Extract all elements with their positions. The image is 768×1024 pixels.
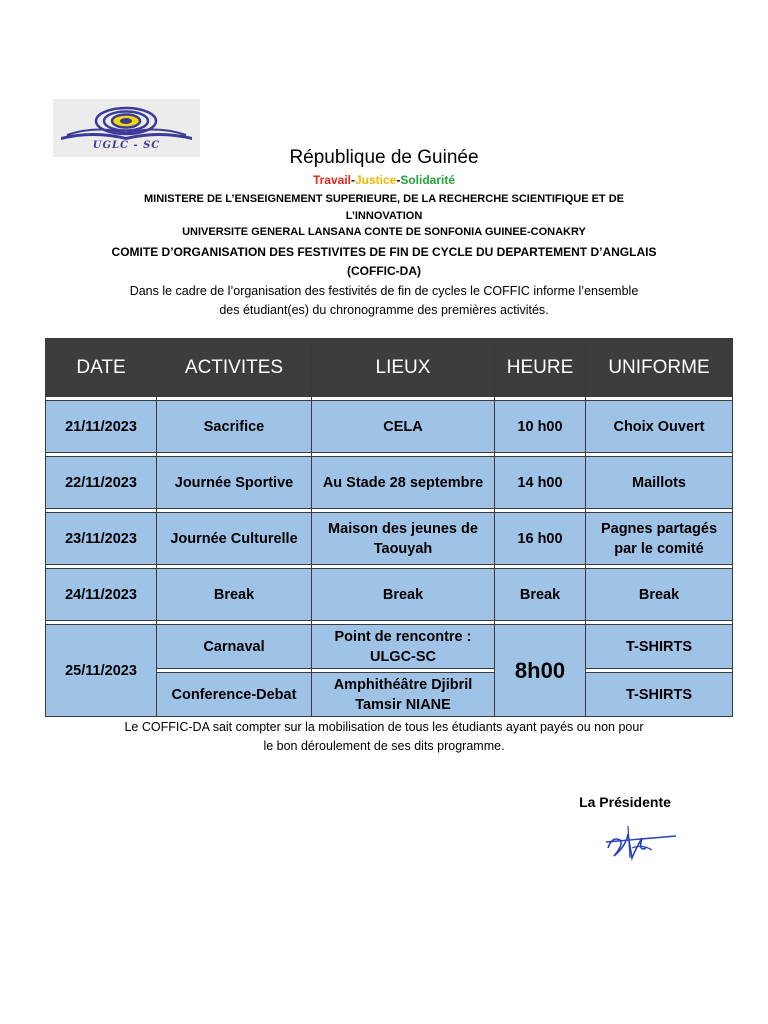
- table-row: [46, 457, 733, 509]
- cell-heure: 16 h00: [495, 513, 586, 565]
- column-header-date: DATE: [46, 339, 157, 397]
- ministry-line: L’INNOVATION: [345, 210, 423, 222]
- cell-heure: 8h00: [495, 625, 586, 717]
- table-row: [46, 513, 733, 565]
- motto-justice: Justice: [354, 173, 397, 187]
- table-row: [46, 401, 733, 453]
- cell-lieu: Amphithéâtre Djibril Tamsir NIANE: [312, 673, 495, 717]
- cell-uniforme: Choix Ouvert: [586, 401, 733, 453]
- motto-separator: -: [350, 173, 355, 187]
- schedule-table: [45, 338, 733, 717]
- cell-heure: 14 h00: [495, 457, 586, 509]
- intro-paragraph: [40, 282, 728, 320]
- cell-lieu: Maison des jeunes de Taouyah: [312, 513, 495, 565]
- cell-date: 25/11/2023: [46, 625, 157, 717]
- cell-uniforme: T-SHIRTS: [586, 673, 733, 717]
- cell-activite: Sacrifice: [157, 401, 312, 453]
- committee-line: (COFFIC-DA): [347, 264, 421, 278]
- signature-icon: [598, 818, 680, 864]
- cell-lieu: Break: [312, 569, 495, 621]
- cell-lieu: Point de rencontre : ULGC-SC: [312, 625, 495, 669]
- cell-uniforme: Pagnes partagés par le comité: [586, 513, 733, 565]
- cell-lieu: Au Stade 28 septembre: [312, 457, 495, 509]
- cell-lieu: CELA: [312, 401, 495, 453]
- column-header-activites: ACTIVITES: [157, 339, 312, 397]
- cell-date: 21/11/2023: [46, 401, 157, 453]
- cell-uniforme: T-SHIRTS: [586, 625, 733, 669]
- ministry-line: MINISTERE DE L’ENSEIGNEMENT SUPERIEURE, DE LA RECHERCHE SCIENTIFIQUE ET DE: [144, 193, 624, 205]
- closing-paragraph: [40, 718, 728, 756]
- cell-uniforme: Maillots: [586, 457, 733, 509]
- motto-solidarite: Solidarité: [400, 173, 456, 187]
- signatory-title: La Présidente: [579, 794, 671, 810]
- intro-line: Dans le cadre de l’organisation des festivités de fin de cycles le COFFIC informe l’ensemble: [129, 284, 639, 298]
- cell-activite: Journée Culturelle: [157, 513, 312, 565]
- closing-line: le bon déroulement de ses dits programme.: [263, 739, 505, 753]
- column-header-heure: HEURE: [495, 339, 586, 397]
- university-name: UNIVERSITE GENERAL LANSANA CONTE DE SONFONIA GUINEE-CONAKRY: [182, 226, 586, 238]
- ministry-name: [40, 191, 728, 225]
- motto-travail: Travail: [312, 173, 351, 187]
- closing-line: Le COFFIC-DA sait compter sur la mobilisation de tous les étudiants ayant payés ou non pour: [124, 720, 644, 734]
- cell-date: 24/11/2023: [46, 569, 157, 621]
- motto-separator: -: [396, 173, 401, 187]
- logo-text: UGLC - SC: [92, 140, 161, 151]
- column-header-lieux: LIEUX: [312, 339, 495, 397]
- table-row: [46, 569, 733, 621]
- cell-date: 22/11/2023: [46, 457, 157, 509]
- cell-activite: Journée Sportive: [157, 457, 312, 509]
- cell-activite: Conference-Debat: [157, 673, 312, 717]
- cell-heure: 10 h00: [495, 401, 586, 453]
- cell-date: 23/11/2023: [46, 513, 157, 565]
- committee-name: [40, 243, 728, 281]
- column-header-uniforme: UNIFORME: [586, 339, 733, 397]
- committee-line: COMITE D’ORGANISATION DES FESTIVITES DE FIN DE CYCLE DU DEPARTEMENT D’ANGLAIS: [111, 245, 657, 259]
- national-motto: [40, 173, 728, 188]
- page-title: République de Guinée: [289, 147, 479, 168]
- cell-activite: Carnaval: [157, 625, 312, 669]
- table-header-row: [46, 339, 733, 397]
- cell-activite: Break: [157, 569, 312, 621]
- intro-line: des étudiant(es) du chronogramme des premières activités.: [219, 303, 549, 317]
- cell-heure: Break: [495, 569, 586, 621]
- table-row: [46, 625, 733, 669]
- cell-uniforme: Break: [586, 569, 733, 621]
